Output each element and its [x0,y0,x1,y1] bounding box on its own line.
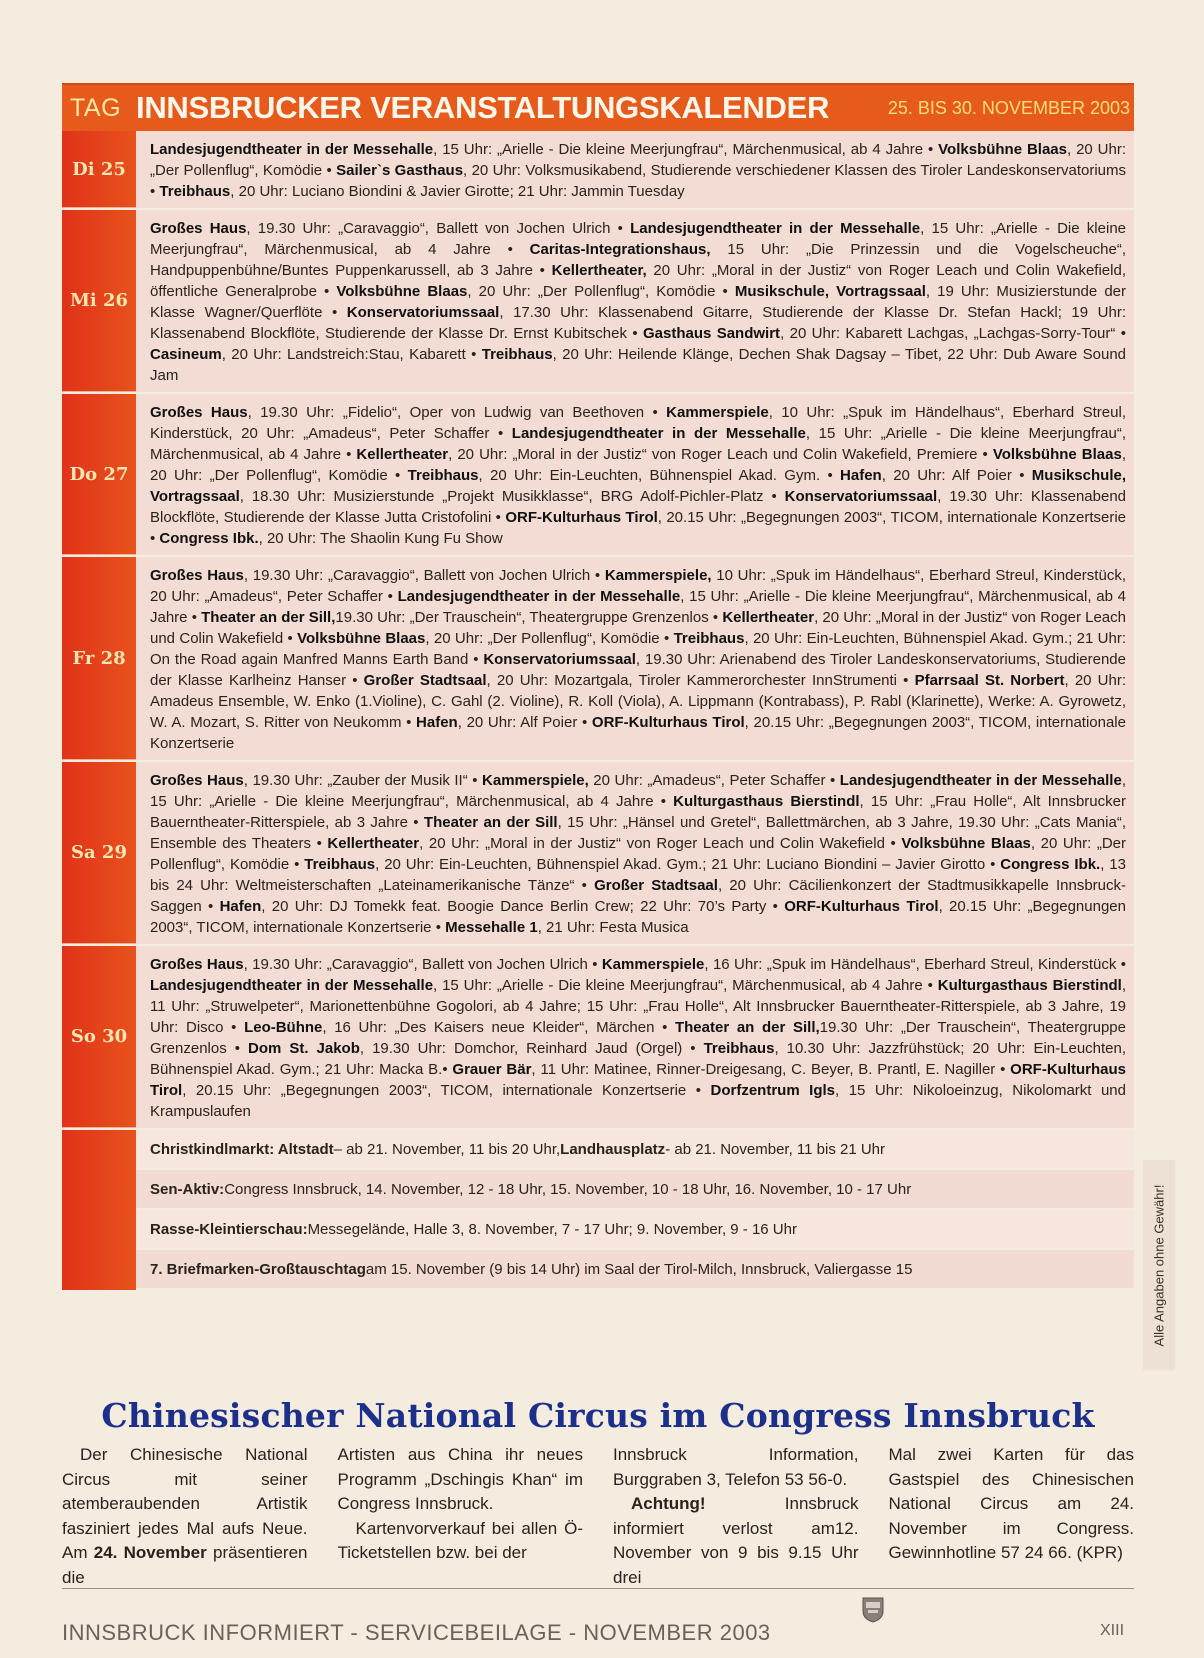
event-detail: , 20 Uhr: „Der Pollenflug“, Komödie • [425,630,674,647]
event-detail: 20 Uhr: „Moral in der Justiz“ von Roger Leach und Colin Wakefield, öffentliche Generalprobe • [150,262,1126,300]
venue-name: Landesjugendtheater in der Messehalle [397,588,681,605]
col3-paragraph-2: Innsbruck informiert verlost am12. November von 9 bis 9.15 Uhr drei [613,1494,859,1587]
day-events [136,394,1134,555]
event-detail: , 20 Uhr: „Der Pollenflug“, Komödie • [150,141,1126,179]
venue-name: Kellertheater [356,446,449,463]
venue-name: Treibhaus [159,183,231,200]
event-detail: , 15 Uhr: „Arielle - Die kleine Meerjungfrau“, Märchenmusical, ab 4 Jahre • [150,588,1126,626]
venue-name: Congress Ibk. [159,530,259,547]
venue-name: Großes Haus [150,220,247,237]
event-detail: , 20 Uhr: „Der Pollenflug“, Komödie • [150,446,1127,484]
day-row [62,762,1134,946]
venue-name: Messehalle 1 [445,919,538,936]
event-detail: , 11 Uhr: „Struwelpeter“, Marionettenbühne Gogolori, ab 4 Jahre; 15 Uhr: „Frau Holle“, Alt Innsbrucker Bauerntheater-Ritterspiele, ab 3 Jahre, 19 Uhr: Disco • [150,977,1126,1036]
venue-name: Musikschule, Vortragssaal [734,283,926,300]
venue-name: Caritas-Integrationshaus, [529,241,711,258]
venue-name: Großer Stadtsaal [594,877,718,894]
event-detail: , 19.30 Uhr: Klassenabend Blockflöte, Studierende der Klasse Jutta Cristofolini • [150,488,1126,526]
event-detail: , 20 Uhr: „Der Pollenflug“, Komödie • [467,283,735,300]
event-detail: , 20 Uhr: Alf Poier • [457,714,592,731]
misc-detail: - ab 21. November, 11 bis 21 Uhr [665,1140,886,1158]
venue-name: Hafen [219,898,262,915]
misc-detail: Messegelände, Halle 3, 8. November, 7 - 17 Uhr; 9. November, 9 - 16 Uhr [307,1220,797,1238]
venue-name: Kammerspiele [666,404,769,421]
venue-name: Konservatoriumssaal [346,304,500,321]
day-label: Do 27 [62,394,136,555]
venue-name: Volksbühne Blaas [901,835,1031,852]
event-detail: , 20 Uhr: Luciano Biondini & Javier Girotte; 21 Uhr: Jammin Tuesday [230,183,685,200]
article-column-1 [62,1443,308,1590]
event-detail: , 20.15 Uhr: „Begegnungen 2003“, TICOM, internationale Konzertserie • [182,1082,711,1099]
day-row [62,210,1134,394]
event-detail: , 20 Uhr: „Moral in der Justiz“ von Roger Leach und Colin Wakefield • [150,609,1126,647]
event-detail: , 13 bis 24 Uhr: Weltmeisterschaften „Lateinamerikanische Tänze“ • [150,856,1126,894]
event-detail: , 20 Uhr: Heilende Klänge, Dechen Shak Dagsay – Tibet, 22 Uhr: Dub Aware Sound Jam [150,346,1127,384]
event-detail: , 20 Uhr: Kabarett Lachgas, „Lachgas-Sorry-Tour“ • [780,325,1126,342]
event-detail: 19.30 Uhr: „Der Trauschein“, Theatergruppe Grenzenlos • [150,1019,1126,1057]
misc-heading: Christkindlmarkt: Altstadt [150,1140,334,1158]
venue-name: Kellertheater, [551,262,647,279]
event-detail: , 10.30 Uhr: Jazzfrühstück; 20 Uhr: Ein-Leuchten, Bühnenspiel Akad. Gym.; 21 Uhr: Macka B.• [150,1040,1127,1078]
venue-name: Volksbühne Blaas [938,141,1067,158]
venue-name: ORF-Kulturhaus Tirol [591,714,745,731]
venue-name: Landesjugendtheater in der Messehalle [630,220,921,237]
event-detail: , 15 Uhr: „Hänsel und Gretel“, Ballettmärchen, ab 3 Jahre, 19.30 Uhr: „Cats Mania“, Ensemble des Theaters • [150,814,1126,852]
event-detail: , 20 Uhr: „Moral in der Justiz“ von Roger Leach und Colin Wakefield • [419,835,902,852]
event-detail: 15 Uhr: „Die Prinzessin und die Vogelscheuche“, Handpuppenbühne/Buntes Puppenkarussell, ab 3 Jahre • [150,241,1126,279]
venue-name: Großes Haus [150,404,248,421]
day-row [62,557,1134,762]
venue-name: Hafen [416,714,458,731]
misc-events [62,1130,1134,1290]
venue-name: Dorfzentrum Igls [710,1082,836,1099]
event-detail: , 20 Uhr: Landstreich:Stau, Kabarett • [221,346,482,363]
day-events [136,946,1134,1128]
event-detail: , 19.30 Uhr: „Caravaggio“, Ballett von Jochen Ulrich • [246,220,631,237]
event-detail: , 20 Uhr: Volksmusikabend, Studierende verschiedener Klassen des Tiroler Landeskonservatoriums • [150,162,1126,200]
calendar-header [62,83,1134,131]
event-detail: , 17.30 Uhr: Klassenabend Gitarre, Studierende der Klasse Dr. Stefan Hackl; 19 Uhr: Klassenabend Blockflöte, Studierende der Klasse Dr. Ernst Kubitschek • [150,304,1126,342]
footer-divider [62,1588,1134,1589]
event-detail: , 20 Uhr: Mozartgala, Tiroler Kammerorchester InnStrumenti • [486,672,915,689]
venue-name: Congress Ibk. [1000,856,1101,873]
venue-name: Großes Haus [150,567,244,584]
event-detail: 20 Uhr: „Amadeus“, Peter Schaffer • [588,772,840,789]
day-events [136,131,1134,208]
event-detail: 19.30 Uhr: „Der Trauschein“, Theatergruppe Grenzenlos • [335,609,723,626]
event-detail: , 15 Uhr: „Arielle - Die kleine Meerjungfrau“, Märchenmusical, ab 4 Jahre • [433,977,938,994]
venue-name: Kulturgasthaus Bierstindl [673,793,860,810]
venue-name: Treibhaus [407,467,479,484]
article-title: Chinesischer National Circus im Congress Innsbruck [101,1396,1095,1435]
venue-name: Kellertheater [327,835,420,852]
venue-name: Volksbühne Blaas [992,446,1122,463]
event-detail: , 10 Uhr: „Spuk im Händelhaus“, Eberhard Streul, Kinderstück, 20 Uhr: „Amadeus“, Peter Schaffer • [150,404,1126,442]
col1-text-a: Der Chinesische National Circus mit seiner atemberaubenden Artistik fasziniert jedes Mal aufs Neue. Am [62,1445,308,1562]
col2-paragraph-1: Artisten aus China ihr neues Programm „Dschingis Khan“ im Congress Innsbruck. [337,1445,583,1513]
venue-name: Volksbühne Blaas [336,283,468,300]
venue-name: Kammerspiele [601,956,705,973]
venue-name: Gasthaus Sandwirt [642,325,781,342]
col4-paragraph-1: Mal zwei Karten für das Gastspiel des Chinesischen National Circus am 24. November im Congress. Gewinnhotline 57 24 66. (KPR) [888,1445,1134,1562]
day-label: Fr 28 [62,557,136,760]
misc-detail: – ab 21. November, 11 bis 20 Uhr, [333,1140,561,1158]
venue-name: Sailer`s Gasthaus [336,162,464,179]
day-label: Di 25 [62,131,136,208]
event-detail: , 19.30 Uhr: Domchor, Reinhard Jaud (Orgel) • [359,1040,704,1057]
article-column-3 [613,1443,859,1590]
event-detail: , 19.30 Uhr: „Caravaggio“, Ballett von Jochen Ulrich • [243,956,602,973]
disclaimer-tab [1143,1160,1175,1370]
event-detail: , 20 Uhr: The Shaolin Kung Fu Show [258,530,503,547]
venue-name: Treibhaus [481,346,553,363]
event-detail: 10 Uhr: „Spuk im Händelhaus“, Eberhard Streul, Kinderstück, 20 Uhr: „Amadeus“, Peter Schaffer • [150,567,1126,605]
venue-name: Treibhaus [304,856,376,873]
article-column-2 [338,1443,584,1590]
misc-heading: Landhausplatz [560,1140,666,1158]
column-label-day: TAG [70,93,122,122]
article-body [62,1443,1134,1590]
misc-list [136,1130,1134,1290]
event-detail: , 20 Uhr: Ein-Leuchten, Bühnenspiel Akad. Gym.; 21 Uhr: On the Road again Manfred Manns Earth Band • [150,630,1126,668]
day-label: Sa 29 [62,762,136,944]
venue-name: Treibhaus [703,1040,775,1057]
venue-name: Volksbühne Blaas [297,630,426,647]
event-detail: , 16 Uhr: „Des Kaisers neue Kleider“, Märchen • [322,1019,675,1036]
misc-detail: am 15. November (9 bis 14 Uhr) im Saal der Tirol-Milch, Innsbruck, Valiergasse 15 [365,1260,913,1278]
venue-name: Kammerspiele, [482,772,589,789]
venue-name: Konservatoriumssaal [483,651,636,668]
event-detail: , 18.30 Uhr: Musizierstunde „Projekt Musikklasse“, BRG Adolf-Pichler-Platz • [239,488,785,505]
day-row [62,946,1134,1130]
event-detail: , 20.15 Uhr: „Begegnungen 2003“, TICOM, internationale Konzertserie [150,714,1126,752]
venue-name: Großes Haus [150,956,244,973]
venue-name: Landesjugendtheater in der Messehalle [150,977,434,994]
misc-heading: Sen-Aktiv: [150,1180,225,1198]
venue-name: ORF-Kulturhaus Tirol [505,509,658,526]
event-detail: , 15 Uhr: „Arielle - Die kleine Meerjungfrau“, Märchenmusical, ab 4 Jahre • [150,425,1127,463]
venue-name: Theater an der Sill, [674,1019,820,1036]
venue-name: Dom St. Jakob [248,1040,360,1057]
venue-name: Theater an der Sill [423,814,558,831]
event-detail: , 19 Uhr: Musizierstunde der Klasse Wagner/Querflöte • [150,283,1127,321]
day-events [136,762,1134,944]
misc-item [136,1210,1134,1250]
event-detail: , 15 Uhr: „Arielle - Die kleine Meerjungfrau“, Märchenmusical, ab 4 Jahre • [150,220,1126,258]
col2-paragraph-2: Kartenvorverkauf bei allen Ö-Ticketstellen bzw. bei der [337,1518,583,1562]
event-detail: , 16 Uhr: „Spuk im Händelhaus“, Eberhard Streul, Kinderstück • [704,956,1126,973]
event-detail: , 19.30 Uhr: „Zauber der Musik II“ • [243,772,483,789]
date-range: 25. BIS 30. NOVEMBER 2003 [887,97,1130,118]
col1-date: 24. November [93,1543,207,1562]
city-crest-icon [862,1597,884,1623]
event-detail: , 21 Uhr: Festa Musica [537,919,689,936]
day-row [62,131,1134,210]
event-detail: , 20 Uhr: Cäcilienkonzert der Stadtmusikkapelle Innsbruck-Saggen • [150,877,1126,915]
disclaimer-text: Alle Angaben ohne Gewähr! [1151,1184,1167,1346]
venue-name: Landesjugendtheater in der Messehalle [839,772,1122,789]
event-detail: , 19.30 Uhr: Arienabend des Tiroler Landeskonservatoriums, Studierende der Klasse Karlheinz Hanser • [150,651,1126,689]
venue-name: Großer Stadtsaal [363,672,487,689]
venue-name: Grauer Bär [452,1061,532,1078]
venue-name: Landesjugendtheater in der Messehalle [150,141,434,158]
event-detail: , 20 Uhr: Alf Poier • [881,467,1032,484]
venue-name: Treibhaus [673,630,745,647]
event-detail: , 20 Uhr: DJ Tomekk feat. Boogie Dance Berlin Crew; 22 Uhr: 70’s Party • [261,898,785,915]
event-calendar [62,83,1134,1290]
venue-name: Leo-Bühne [244,1019,323,1036]
event-detail: , 20 Uhr: Amadeus Ensemble, W. Enko (1.Violine), C. Gahl (2. Violine), R. Koll (Viola), A. Lippmann (Kontrabass), P. Rabl (Klarinette), Werke: A. Gyrowetz, W. A. Mozart, S. Ritter von Neukomm • [150,672,1127,731]
misc-heading: Rasse-Kleintierschau: [150,1220,308,1238]
misc-item [136,1130,1134,1170]
event-detail: , 20 Uhr: „Moral in der Justiz“ von Roger Leach und Colin Wakefield, Premiere • [448,446,993,463]
venue-name: Landesjugendtheater in der Messehalle [511,425,806,442]
col1-text-b: präsentieren die [62,1543,308,1587]
page-number: XIII [1100,1622,1125,1639]
event-detail: , 15 Uhr: „Arielle - Die kleine Meerjungfrau“, Märchenmusical, ab 4 Jahre • [433,141,939,158]
footer-publication: INNSBRUCK INFORMIERT - SERVICEBEILAGE - NOVEMBER 2003 [62,1620,771,1645]
event-detail: , 20.15 Uhr: „Begegnungen 2003“, TICOM, internationale Konzertserie • [150,898,1126,936]
article-column-4 [889,1443,1135,1590]
event-detail: , 20.15 Uhr: „Begegnungen 2003“, TICOM, internationale Konzertserie • [150,509,1126,547]
event-detail: , 15 Uhr: „Arielle - Die kleine Meerjungfrau“, Märchenmusical, ab 4 Jahre • [150,772,1126,810]
col3-attention: Achtung! [631,1494,706,1513]
event-detail: , 15 Uhr: „Frau Holle“, Alt Innsbrucker Bauerntheater-Ritterspiele, ab 3 Jahre • [150,793,1126,831]
day-rows [62,131,1134,1130]
misc-item [136,1170,1134,1210]
venue-name: Kammerspiele, [604,567,712,584]
event-detail: , 20 Uhr: „Der Pollenflug“, Komödie • [150,835,1127,873]
calendar-title: INNSBRUCKER VERANSTALTUNGSKALENDER [136,90,830,125]
venue-name: Hafen [840,467,882,484]
venue-name: Kellertheater [722,609,815,626]
venue-name: Musikschule, Vortragssaal [150,467,1126,505]
day-row [62,394,1134,557]
misc-heading: 7. Briefmarken-Großtauschtag [150,1260,366,1278]
venue-name: Casineum [150,346,222,363]
col3-paragraph-1: Innsbruck Information, Burggraben 3, Telefon 53 56-0. [613,1445,859,1489]
misc-item [136,1250,1134,1290]
venue-name: Kulturgasthaus Bierstindl [937,977,1122,994]
day-label: So 30 [62,946,136,1128]
day-label: Mi 26 [62,210,136,392]
venue-name: Pfarrsaal St. Norbert [914,672,1065,689]
venue-name: Konservatoriumssaal [784,488,938,505]
venue-name: ORF-Kulturhaus Tirol [784,898,939,915]
venue-name: ORF-Kulturhaus Tirol [150,1061,1126,1099]
event-detail: , 11 Uhr: Matinee, Rinner-Dreigesang, C. Beyer, B. Prantl, E. Nagiller • [531,1061,1011,1078]
misc-day-strip [62,1130,136,1290]
event-detail: , 19.30 Uhr: „Caravaggio“, Ballett von Jochen Ulrich • [243,567,605,584]
venue-name: Theater an der Sill, [201,609,336,626]
misc-detail: Congress Innsbruck, 14. November, 12 - 18 Uhr, 15. November, 10 - 18 Uhr, 16. November, 10 - 17 Uhr [224,1180,912,1198]
event-detail: , 19.30 Uhr: „Fidelio“, Oper von Ludwig van Beethoven • [247,404,667,421]
event-detail: , 15 Uhr: Nikoloeinzug, Nikolomarkt und Krampuslaufen [150,1082,1126,1120]
venue-name: Großes Haus [150,772,244,789]
day-events [136,557,1134,760]
event-detail: , 20 Uhr: Ein-Leuchten, Bühnenspiel Akad. Gym. • [478,467,841,484]
event-detail: , 20 Uhr: Ein-Leuchten, Bühnenspiel Akad. Gym.; 21 Uhr: Luciano Biondini – Javier Girotto • [375,856,1001,873]
day-events [136,210,1134,392]
